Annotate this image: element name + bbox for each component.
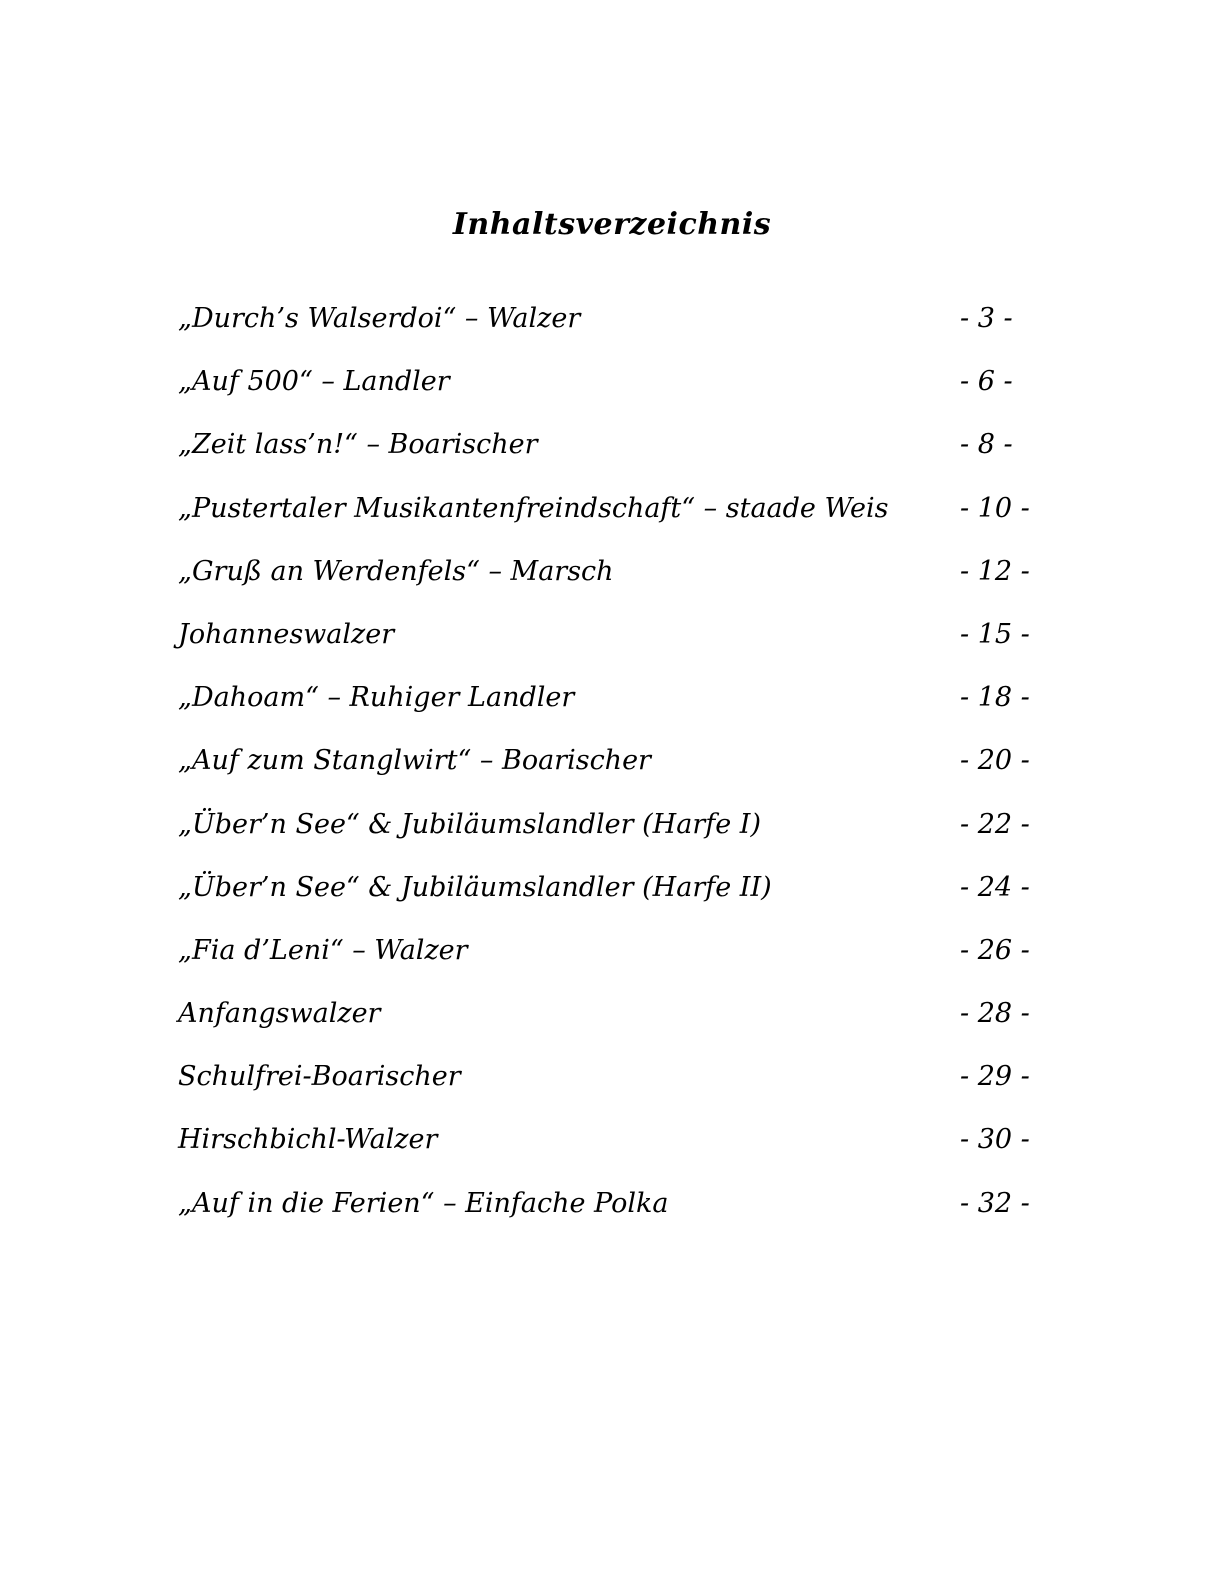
toc-entry-title: Schulfrei-Boarischer bbox=[178, 1061, 461, 1093]
toc-entry-page-number: - 26 - bbox=[960, 934, 1030, 966]
toc-entry-page-number: - 22 - bbox=[960, 808, 1030, 840]
toc-entry-page-number: - 29 - bbox=[960, 1061, 1030, 1093]
toc-entry-page-number: - 6 - bbox=[960, 366, 1013, 398]
toc-entry-page-number: - 12 - bbox=[960, 555, 1030, 587]
toc-entry-title: „Pustertaler Musikantenfreindschaft“ – staade Weis bbox=[178, 492, 889, 524]
toc-entry-page-number: - 3 - bbox=[960, 303, 1013, 334]
toc-entry-page-number: - 30 - bbox=[960, 1124, 1030, 1156]
toc-entry bbox=[178, 1061, 1048, 1124]
toc-entry-title: „Auf 500“ – Landler bbox=[178, 366, 450, 398]
toc-entry bbox=[178, 366, 1048, 429]
toc-entry bbox=[178, 745, 1048, 808]
toc-entry-title: Johanneswalzer bbox=[178, 618, 395, 650]
toc-entry-title: „Auf in die Ferien“ – Einfache Polka bbox=[178, 1187, 669, 1219]
toc-entry-title: „Dahoam“ – Ruhiger Landler bbox=[178, 682, 575, 714]
toc-entry bbox=[178, 998, 1048, 1061]
toc-entry-page-number: - 32 - bbox=[960, 1187, 1030, 1219]
toc-entry-page-number: - 15 - bbox=[960, 618, 1030, 650]
toc-entry bbox=[178, 682, 1048, 745]
toc-entry bbox=[178, 493, 1048, 556]
toc-entry-page-number: - 24 - bbox=[960, 871, 1030, 903]
toc-entry-title: Anfangswalzer bbox=[178, 998, 381, 1030]
toc-entry bbox=[178, 619, 1048, 682]
toc-entry-title: „Fia d’Leni“ – Walzer bbox=[178, 934, 468, 966]
toc-entry-title: „Durch’s Walserdoi“ – Walzer bbox=[178, 303, 581, 334]
toc-entry-title: „Über’n See“ & Jubiläumslandler (Harfe I) bbox=[178, 808, 761, 840]
toc-entry bbox=[178, 303, 1048, 366]
toc-entry bbox=[178, 1124, 1048, 1187]
toc-entry-title: „Über’n See“ & Jubiläumslandler (Harfe II) bbox=[178, 871, 772, 903]
page-title: Inhaltsverzeichnis bbox=[452, 207, 772, 242]
toc-entry-page-number: - 20 - bbox=[960, 745, 1030, 777]
toc-entry-page-number: - 10 - bbox=[960, 492, 1030, 524]
toc-entry-page-number: - 18 - bbox=[960, 682, 1030, 714]
toc-entry-title: „Auf zum Stanglwirt“ – Boarischer bbox=[178, 745, 651, 777]
toc-entry bbox=[178, 429, 1048, 492]
toc-entry-page-number: - 8 - bbox=[960, 429, 1013, 461]
toc-entry bbox=[178, 1188, 1048, 1251]
toc-entry bbox=[178, 809, 1048, 872]
toc-entry-title: „Zeit lass’n!“ – Boarischer bbox=[178, 429, 538, 461]
toc-entry-title: „Gruß an Werdenfels“ – Marsch bbox=[178, 555, 614, 587]
toc-entry bbox=[178, 556, 1048, 619]
toc-entry bbox=[178, 935, 1048, 998]
toc-entry-title: Hirschbichl-Walzer bbox=[178, 1124, 438, 1156]
table-of-contents bbox=[178, 303, 1048, 1251]
toc-entry-page-number: - 28 - bbox=[960, 998, 1030, 1030]
toc-entry bbox=[178, 872, 1048, 935]
